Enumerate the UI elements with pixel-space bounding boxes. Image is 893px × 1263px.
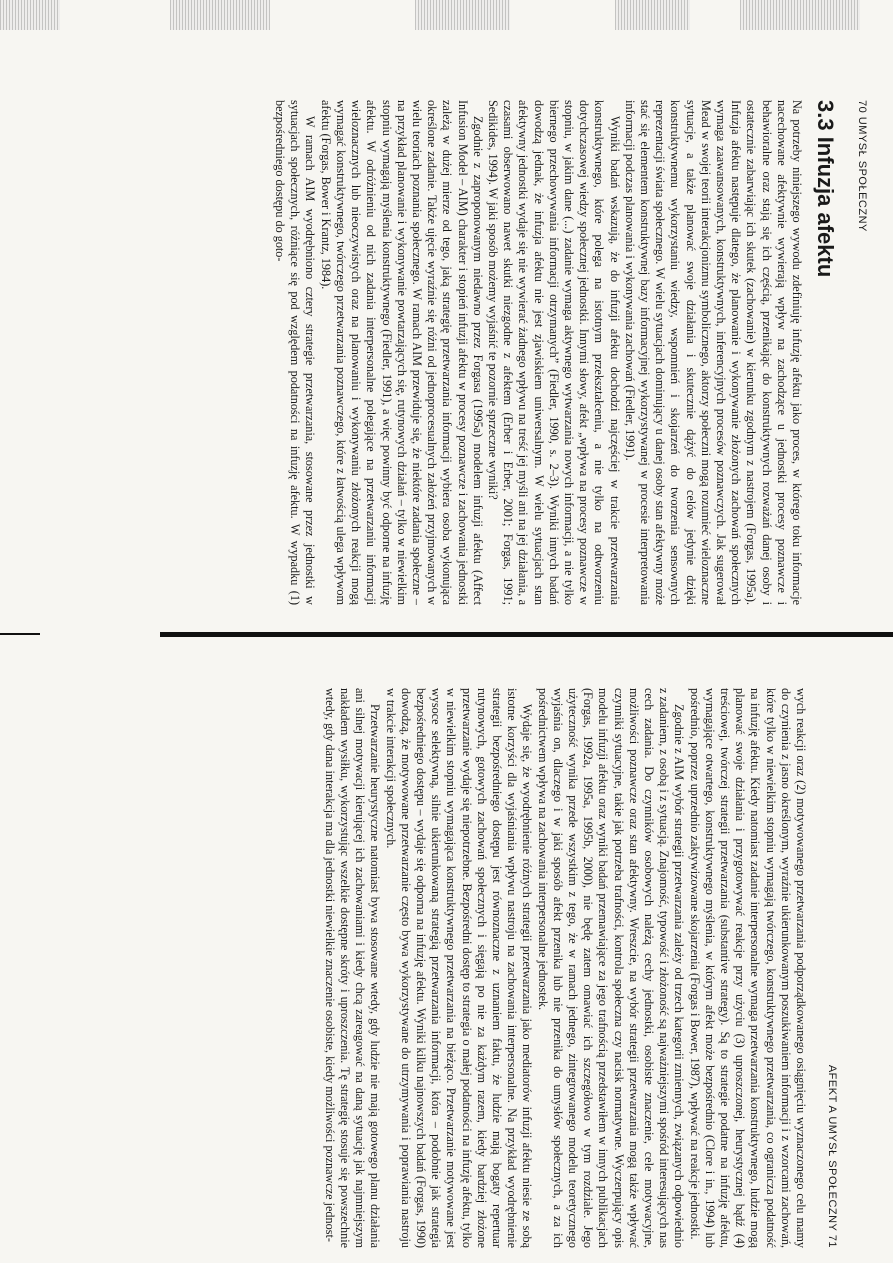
paragraph: Wydaje się, że wyodrębnienie różnych strategii przetwarzania jako mediatorów infuzji afektu niesie ze sobą istotne korzyści dla wyjaśniania wpływu nastroju na zachowania interpersonalne. Na przykład wyodrębnienie strategii bezpośredniego dostępu jest równoznaczne z uznaniem faktu, że ludzie mają bogaty repertuar rutynowych, gotowych zachowań społecznych i sięgają po nie za każdym razem, kiedy bardziej złożone przetwarzanie wydaje się niepotrzebne. Bezpośredni dostęp to strategia o małej podatności na infuzję afektu, tylko w niewielkim stopniu wymagająca konstruktywnego przetwarzania na bieżąco. Przetwarzanie motywowane jest wysoce selektywną, silnie ukierunkowaną strategią przetwarzania informacji, która – podobnie jak strategia bezpośredniego dostępu – wydaje się odporna na infuzję afektu. Wyniki kilku najnowszych badań (Forgas, 1990) dowodzą, że motywowane przetwarzanie często bywa wykorzystywane do utrzymywania i poprawiania nastroju w trakcie interakcji społecznych. — [383, 688, 535, 1248]
paragraph: Na potrzeby niniejszego wywodu zdefiniuję infuzję afektu jako proces, w którego toku informacje nacechowane afektywnie wywierają wpływ na zachodzące u jednostki procesy poznawcze i behawioralne oraz stają się ich częścią, przenikając do konstruktywnych rozważań danej osoby i ostatecznie zabarwiając ich skutek (zachowanie) w kierunku zgodnym z nastrojem (Forgas, 1995a). Infuzja afektu następuje dlatego, że planowanie i wykonywanie złożonych zachowań społecznych wymaga zaawansowanych, konstruktywnych, inferencyjnych procesów poznawczych. Jak sugerował Mead w swojej teorii interakcjonizmu symbolicznego, aktorzy społeczni mogą rozumieć wieloznaczne sytuacje, a także planować swoje działania i skutecznie dążyć do celów jedynie dzięki konstruktywnemu wykorzystaniu wiedzy, wspomnień i skojarzeń do tworzenia sensownych reprezentacji świata społecznego. W wielu sytuacjach dominujący u danej osoby stan afektywny może stać się elementem konstruktywnej bazy informacyjnej wykorzystywanej w procesie interpretowania informacji podczas planowania i wykonywania zachowań (Fiedler, 1991). — [622, 100, 804, 605]
paragraph: Zgodnie z AIM wybór strategii przetwarzania zależy od trzech kategorii zmiennych, związanych odpowiednio z zadaniem, z osobą i z sytuacją. Znajomość, typowość i złożoność są najważniejszymi spośród interesujących nas cech zadania. Do czynników osobowych należą cechy jednostki, osobiste znaczenie, cele motywacyjne, możliwości poznawcze oraz stan afektywny. Wreszcie, na wybór strategii przetwarzania mogą także wpływać czynniki sytuacyjne, takie jak potrzeba trafności, kontrola społeczna czy nacisk normatywne. Wyczerpujący opis modelu infuzji afektu oraz wyniki badań przemawiające za jego trafnością przedstawiłem w innych publikacjach (Forgas, 1992a, 1995a, 1995b, 2000), nie będę zatem omawiać ich szczegółowo w tym rozdziale. Jego użyteczność wynika przede wszystkim z tego, że w ramach jednego, zintegrowanego modelu teoretycznego wyjaśnia on, dlaczego i w jaki sposób afekt przenika lub nie przenika do umysłów społecznych, a za ich pośrednictwem wpływa na zachowania interpersonalne jednostek. — [535, 688, 687, 1248]
running-head-text: AFEKT A UMYSŁ SPOŁECZNY 71 — [826, 1064, 838, 1248]
paragraph: Zgodnie z zaproponowanym niedawno przez Forgasa (1995a) modelem infuzji afektu (Affect Infusion Model – AIM) charakter i stopień infuzji afektu w procesy poznawcze i zachowania jednostki zależą w dużej mierze od tego, jaką strategię przetwarzania informacji wybiera osoba wykonująca określone zadanie. Także ujęcie wyraźnie się różni od jednoprocesualnych założeń przyjmowanych w wielu teoriach poznania społecznego. W ramach AIM przewiduje się, że niektóre zadania społeczne – na przykład planowanie i wykonywanie powtarzających się, rutynowych działań – tylko w niewielkim stopniu wymagają myślenia konstruktywnego (Fiedler, 1991), a więc powinny być odporne na infuzję afektu. W odróżnieniu od nich zadania interpersonalne polegające na przetwarzaniu informacji wieloznacznych lub nieoczywistych oraz na planowaniu i wykonywaniu złożonych reakcji mogą wymagać konstruktywnego, twórczego przetwarzania poznawczego, które z łatwością ulega wpływom afektu (Forgas, Bower i Krantz, 1984). — [318, 100, 485, 605]
body-text — [272, 100, 804, 605]
body-text — [322, 688, 809, 1248]
running-head — [856, 100, 868, 605]
running-head — [826, 688, 838, 1248]
paragraph: W ramach AIM wyodrębniono cztery strategie przetwarzania, stosowane przez jednostki w sytuacjach społecznych, różniące się pod względem podatności na infuzję afektu. W wypadku (1) bezpośredniego dostępu do goto- — [273, 100, 318, 605]
paragraph: Przetwarzanie heurystyczne natomiast bywa stosowane wtedy, gdy ludzie nie mają gotowego planu działania ani silnej motywacji kierującej ich zachowaniami i kiedy chcą zareagować na daną sytuację jak najmniejszym nakładem wysiłku, wykorzystując wszelkie dostępne skróty i uproszczenia. Tę strategię stosuje się powszechnie wtedy, gdy dana interakcja ma dla jednostki niewielkie znaczenie osobiste, kiedy możliwości poznawcze jednost- — [322, 688, 383, 1248]
right-page — [78, 688, 838, 1248]
page-divider-left — [0, 633, 40, 635]
running-head-text: 70 UMYSŁ SPOŁECZNY — [856, 100, 868, 232]
paragraph: wych reakcji oraz (2) motywowanego przetwarzania podporządkowanego osiągnięciu wyznaczonego celu mamy do czynienia z jasno określonym, wyraźnie ukierunkowanym poszukiwaniem informacji i z wzorcami zachowań, które tylko w niewielkim stopniu wymagają twórczego, konstruktywnego przetwarzania, co ogranicza podatność na infuzję afektu. Kiedy natomiast zadanie interpersonalne wymaga przetwarzania konstruktywnego, ludzie mogą planować swoje działania i przygotowywać reakcje przy użyciu (3) uproszczonej, heurystycznej bądź (4) treściowej, twórczej strategii przetwarzania (substantive strategy). Są to strategie podatne na infuzję afektu, wymagające otwartego, konstruktywnego myślenia, w którym afekt może bezpośrednio (Clore i in., 1994) lub pośrednio, poprzez uprzednio zaktywizowane skojarzenia (Forgas i Bower, 1987), wpływać na reakcje jednostki. — [687, 688, 808, 1248]
section-title: 3.3 Infuzja afektu — [813, 100, 838, 278]
paragraph: Wyniki badań wskazują, że do infuzji afektu dochodzi najczęściej w trakcie przetwarzania konstruktywnego, które polega na istotnym przekształceniu, a nie tylko na odtworzeniu dotychczasowej wiedzy społecznej jednostki. Innymi słowy, afekt „wpływa na procesy poznawcze w stopniu, w jakim dane (...) zadanie wymaga aktywnego wytwarzania nowych informacji, a nie tylko biernego przechowywania informacji otrzymanych” (Fiedler, 1990, s. 2–3). Wyniki innych badań dowodzą jednak, że infuzja afektu nie jest zjawiskiem uniwersalnym. W wielu sytuacjach stan afektywny jednostki wydaje się nie wywierać żadnego wpływu na treść jej myśli ani na jej działania, a czasami obserwowano nawet skutki niezgodne z afektem (Erber i Erber, 2001; Forgas, 1991; Sedikides, 1994). W jaki sposób możemy wyjaśnić te pozornie sprzeczne wyniki? — [485, 100, 622, 605]
scan-artifact — [0, 0, 893, 40]
page-divider — [160, 632, 893, 637]
left-page — [88, 100, 868, 605]
